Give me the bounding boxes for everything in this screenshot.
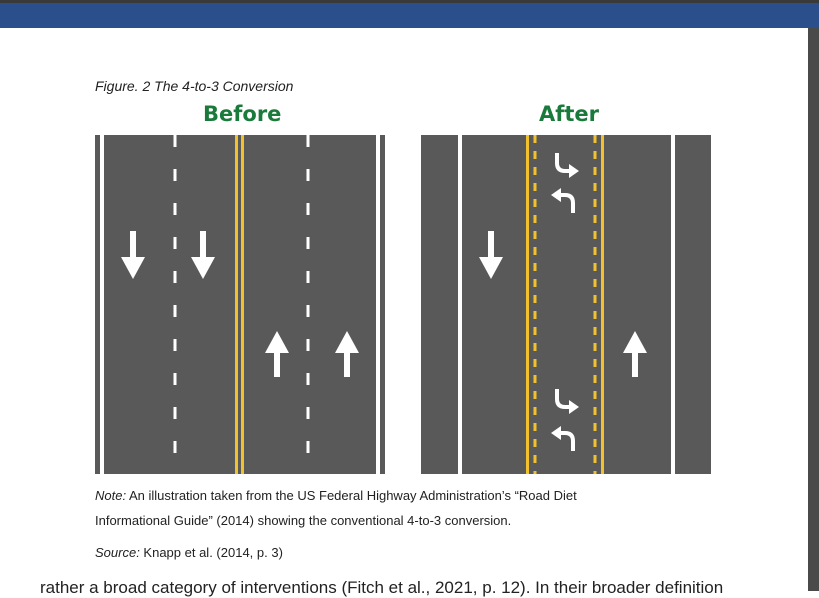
source-label: Source: <box>95 545 140 560</box>
source-text: Knapp et al. (2014, p. 3) <box>139 545 283 560</box>
body-text-fragment: rather a broad category of interventions (Fitch et al., 2021, p. 12). In their broader definition <box>40 578 724 597</box>
after-road-surface <box>421 135 711 474</box>
before-heading: Before <box>203 102 282 126</box>
window-top-bar <box>0 0 819 28</box>
after-turn-lane-solid-left <box>526 135 529 474</box>
after-heading: After <box>539 102 600 126</box>
note-line-1: An illustration taken from the US Federal Highway Administration’s “Road Diet <box>126 488 577 503</box>
note-label: Note: <box>95 488 127 503</box>
before-road-diagram <box>95 135 385 474</box>
figure-note <box>95 488 577 503</box>
scrollbar[interactable] <box>808 28 819 591</box>
after-left-lane-line <box>458 135 462 474</box>
before-center-line-2 <box>241 135 244 474</box>
before-road-surface <box>95 135 385 474</box>
before-left-edge-line <box>100 135 104 474</box>
figure-caption: Figure. 2 The 4-to-3 Conversion <box>95 78 294 94</box>
before-center-line-1 <box>235 135 238 474</box>
figure-source <box>95 545 283 560</box>
after-right-lane-line <box>671 135 675 474</box>
note-line-2: Informational Guide” (2014) showing the conventional 4-to-3 conversion. <box>95 513 512 528</box>
before-right-edge-line <box>376 135 380 474</box>
after-turn-lane-solid-right <box>601 135 604 474</box>
after-road-diagram <box>421 135 711 474</box>
